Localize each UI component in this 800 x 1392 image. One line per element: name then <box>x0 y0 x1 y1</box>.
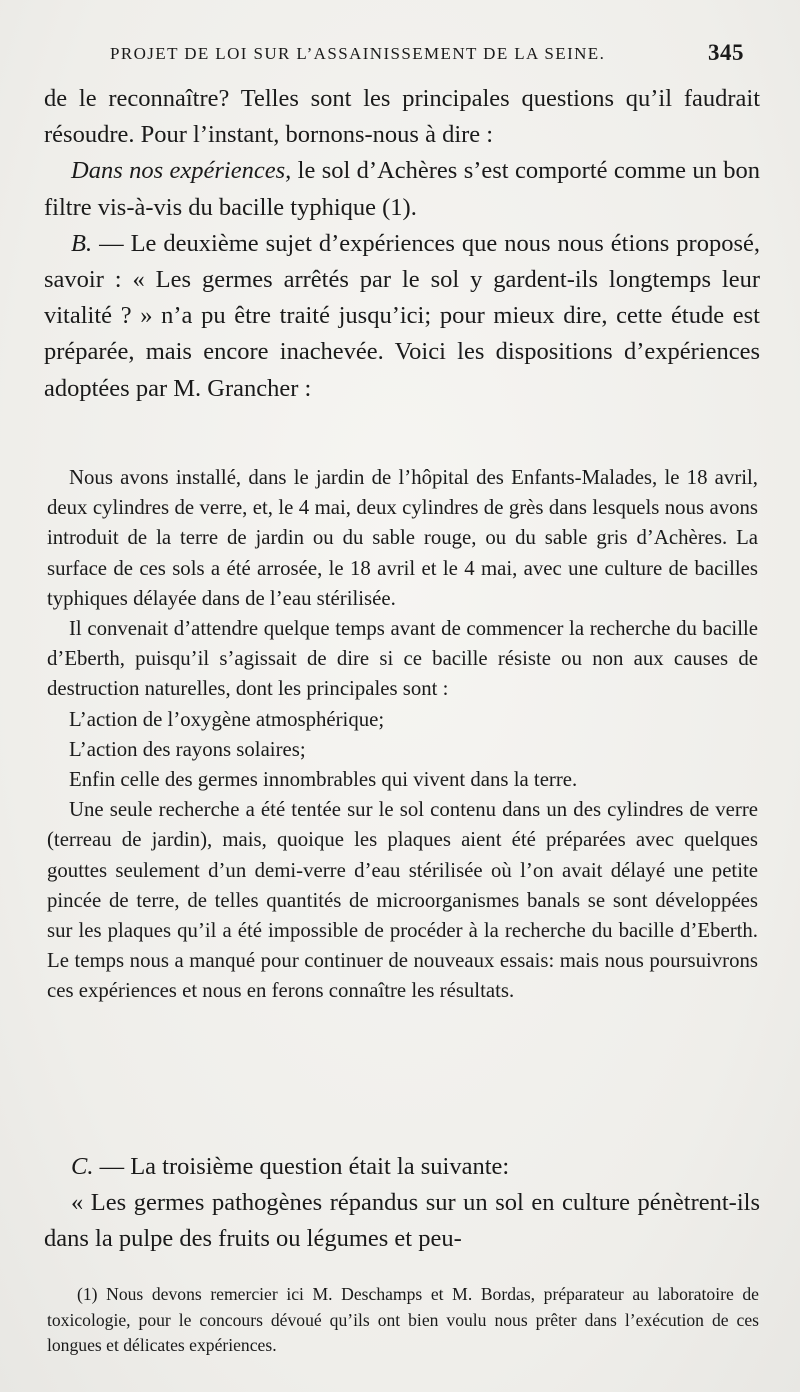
quoted-report <box>47 463 758 1007</box>
section-letter-c: C. <box>71 1153 94 1180</box>
footnote-text: (1) Nous devons remercier ici M. Deschamps et M. Bordas, préparateur au laboratoire de toxicologie, pour le concours dévoué qu’ils ont bien voulu nous prêter dans l’exécution de ces longues et délicates expériences. <box>47 1284 759 1355</box>
section-letter-b: B. <box>71 229 93 257</box>
paragraph-section-b-text: — Le deuxième sujet d’expériences que nous nous étions proposé, savoir : « Les germes arrêtés par le sol y gardent-ils longtemps leur vitalité ? » n’a pu être traité jusqu’ici; pour mieux dire, cette étude est préparée, mais encore inachevée. Voici les dispositions d’expériences adoptées par M. Grancher : <box>44 229 760 402</box>
quoted-paragraph-2: Il convenait d’attendre quelque temps avant de commencer la recherche du bacille d’Eberth, puisqu’il s’agissait de dire si ce bacille résiste ou non aux causes de destruction naturelles, dont les principales sont : <box>47 617 758 701</box>
running-title: PROJET DE LOI SUR L’ASSAINISSEMENT DE LA SEINE. <box>110 44 606 63</box>
paragraph-section-b <box>44 226 760 407</box>
page-number: 345 <box>708 40 744 65</box>
paragraph-section-c-text: — La troisième question était la suivante: <box>93 1153 510 1180</box>
footnote <box>47 1282 759 1359</box>
paragraph-continuation: de le reconnaître? Telles sont les principales questions qu’il faudrait résoudre. Pour l’instant, bornons-nous à dire : <box>44 85 760 149</box>
main-text-top <box>44 81 760 407</box>
paragraph-question: « Les germes pathogènes répandus sur un sol en culture pénètrent-ils dans la pulpe des fruits ou légumes et peu- <box>44 1189 760 1253</box>
list-item: L’action de l’oxygène atmosphérique; <box>69 707 385 731</box>
paragraph-section-c <box>44 1149 760 1185</box>
list-item: L’action des rayons solaires; <box>69 737 306 761</box>
paragraph-conclusion-text: le sol d’Achères s’est comporté comme un bon filtre vis-à-vis du bacille typhique (1). <box>44 157 760 221</box>
main-text-bottom <box>44 1149 760 1258</box>
paragraph-conclusion <box>44 153 760 225</box>
list-item: Enfin celle des germes innombrables qui vivent dans la terre. <box>69 768 578 792</box>
italic-phrase: Dans nos expériences, <box>71 157 292 185</box>
quoted-paragraph-3: Une seule recherche a été tentée sur le sol contenu dans un des cylindres de verre (terreau de jardin), mais, quoique les plaques aient été préparées avec quelques gouttes seulement d’un demi-verre d’eau stérilisée où l’on avait délayé une petite pincée de terre, de telles quantités de microorganismes banals se sont développées sur les plaques qu’il a été impossible de procéder à la recherche du bacille d’Eberth. Le temps nous a manqué pour continuer de nouveaux essais: mais nous poursuivrons ces expériences et nous en ferons connaître les résultats. <box>47 798 758 1003</box>
quoted-paragraph-1: Nous avons installé, dans le jardin de l’hôpital des Enfants-Malades, le 18 avril, deux cylindres de verre, et, le 4 mai, deux cylindres de grès dans lesquels nous avons introduit de la terre de jardin ou du sable rouge, ou du sable gris d’Achères. La surface de ces sols a été arrosée, le 18 avril et le 4 mai, avec une culture de bacilles typhiques délayée dans de l’eau stérilisée. <box>47 466 758 610</box>
